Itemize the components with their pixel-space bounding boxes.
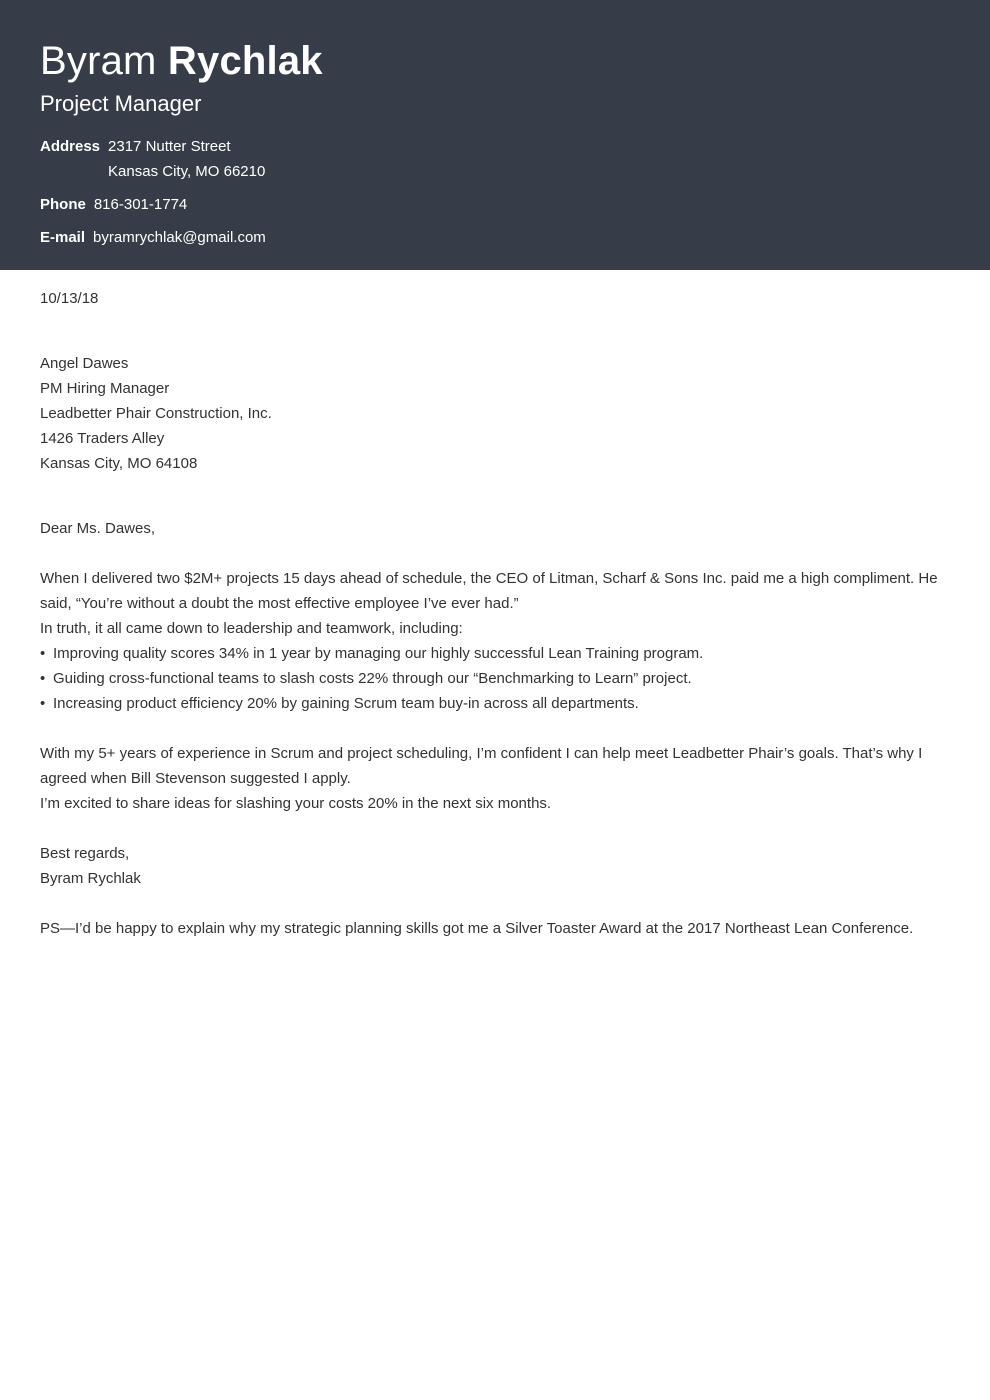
phone-value: 816-301-1774 (93, 196, 188, 213)
bullet-icon: • (40, 670, 46, 687)
achievement-bullet (40, 691, 950, 716)
email-value[interactable]: byramrychlak@gmail.com (93, 229, 266, 246)
paragraph-line: agreed when Bill Stevenson suggested I apply. (40, 770, 351, 787)
email-label: E-mail (40, 229, 86, 246)
first-name: Byram (40, 39, 157, 83)
contact-info (40, 134, 950, 250)
achievement-bullet (40, 666, 950, 691)
paragraph-line: When I delivered two $2M+ projects 15 days ahead of schedule, the CEO of Litman, Scharf & Sons Inc. paid me a high compliment. He (40, 570, 938, 587)
address-label: Address (40, 138, 101, 155)
bullet-icon: • (40, 695, 46, 712)
bullet-text: Increasing product efficiency 20% by gaining Scrum team buy-in across all departments. (53, 695, 639, 712)
address-row (40, 134, 950, 184)
salutation: Dear Ms. Dawes, (40, 520, 156, 537)
paragraph-line: With my 5+ years of experience in Scrum and project scheduling, I’m confident I can help meet Leadbetter Phair’s goals. That’s why I (40, 745, 923, 762)
achievement-bullet (40, 641, 950, 666)
address-line-1: 2317 Nutter Street (108, 138, 231, 155)
recipient-company: Leadbetter Phair Construction, Inc. (40, 405, 272, 422)
bullet-text: Guiding cross-functional teams to slash costs 22% through our “Benchmarking to Learn” project. (53, 670, 692, 687)
signature-name: Byram Rychlak (40, 870, 141, 887)
applicant-name (40, 38, 950, 84)
postscript: PS—I’d be happy to explain why my strategic planning skills got me a Silver Toaster Award at the 2017 Northeast Lean Conference. (40, 920, 914, 937)
letter-header (0, 0, 990, 270)
opening-paragraph (40, 566, 950, 716)
recipient-name: Angel Dawes (40, 355, 129, 372)
paragraph-line: said, “You’re without a doubt the most effective employee I’ve ever had.” (40, 595, 519, 612)
closing-block (40, 841, 950, 891)
closing-phrase: Best regards, (40, 845, 130, 862)
phone-row (40, 192, 950, 217)
job-title: Project Manager (40, 91, 202, 116)
address-line-2: Kansas City, MO 66210 (108, 163, 266, 180)
recipient-street: 1426 Traders Alley (40, 430, 165, 447)
letter-body (0, 270, 990, 941)
paragraph-line: In truth, it all came down to leadership and teamwork, including: (40, 620, 463, 637)
address-value (108, 134, 265, 184)
last-name: Rychlak (167, 39, 323, 83)
recipient-title: PM Hiring Manager (40, 380, 170, 397)
email-row (40, 225, 950, 250)
letter-date: 10/13/18 (40, 290, 99, 307)
bullet-text: Improving quality scores 34% in 1 year by managing our highly successful Lean Training program. (53, 645, 704, 662)
bullet-icon: • (40, 645, 46, 662)
recipient-block (40, 351, 950, 476)
phone-label: Phone (40, 196, 86, 213)
second-paragraph (40, 741, 950, 816)
recipient-city: Kansas City, MO 64108 (40, 455, 198, 472)
paragraph-line: I’m excited to share ideas for slashing your costs 20% in the next six months. (40, 795, 552, 812)
